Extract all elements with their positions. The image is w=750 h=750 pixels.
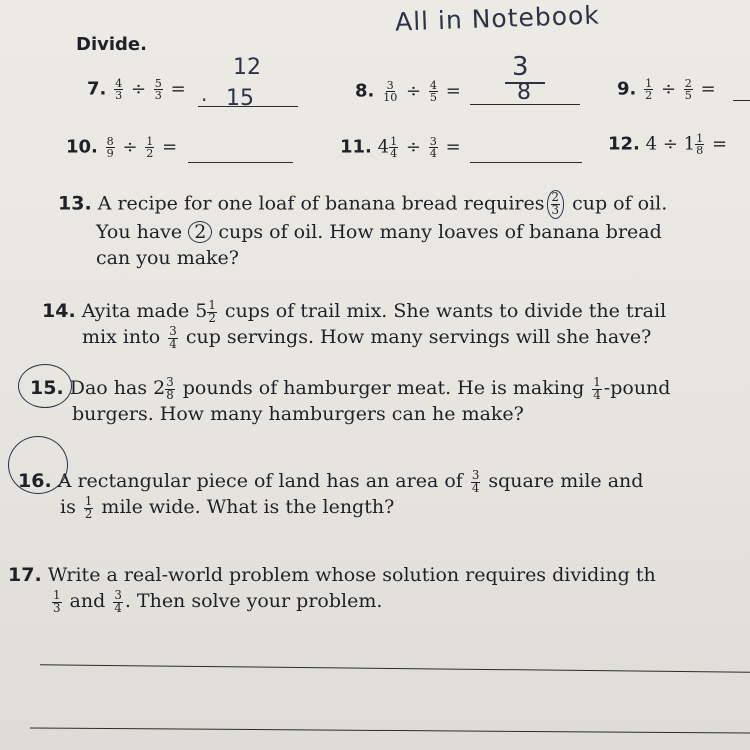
exercise-8 [355, 80, 461, 103]
problem-number: 17. [8, 564, 42, 586]
equals-sign: = [445, 80, 461, 102]
answer-line-7[interactable] [198, 106, 298, 107]
problem-text: You have [96, 220, 183, 243]
problem-line [42, 324, 666, 350]
answer-line-11[interactable] [470, 162, 582, 163]
problem-text: Ayita made 5 [81, 300, 208, 322]
exercise-9 [617, 78, 716, 101]
problem-text: cup servings. How many servings will she have? [185, 326, 652, 349]
fraction: $\frac{1}{4}$ [390, 135, 398, 161]
problem-number: 13. [58, 192, 92, 215]
problem-number: 14. [42, 300, 76, 322]
problem-13 [58, 190, 667, 271]
fraction: $\frac{1}{2}$ [84, 494, 93, 521]
problem-text: cups of trail mix. She wants to divide the trail [224, 300, 667, 322]
writing-line-2[interactable] [30, 727, 750, 733]
problem-text: burgers. How many hamburgers can he make? [72, 403, 524, 426]
problem-text: mile wide. What is the length? [101, 496, 395, 519]
problem-line [58, 219, 667, 245]
fraction: $\frac{1}{2}$ [208, 297, 216, 325]
exercise-number: 7. [87, 78, 107, 100]
exercise-number: 10. [66, 136, 98, 158]
answer-8-denominator: 8 [517, 80, 531, 105]
answer-7-numerator: 12 [233, 55, 261, 80]
exercise-number: 9. [617, 78, 637, 100]
problem-14 [42, 298, 666, 351]
fraction: $\frac{3}{4}$ [114, 587, 122, 615]
exercise-number: 11. [340, 136, 372, 158]
answer-line-9[interactable] [733, 100, 750, 101]
problem-17 [8, 562, 656, 614]
equals-sign: = [445, 136, 461, 158]
whole-number: 4 [645, 133, 658, 155]
divide-sign: ÷ [405, 136, 422, 158]
problem-16 [18, 468, 643, 521]
problem-text: is [60, 496, 76, 519]
fraction: $\frac{1}{2}$ [645, 77, 653, 103]
exercise-7 [87, 78, 186, 101]
equals-sign: = [162, 136, 178, 158]
fraction: $\frac{3}{8}$ [166, 374, 174, 402]
whole-number: 1 [683, 133, 696, 155]
problem-text: square mile and [488, 470, 644, 492]
problem-15 [30, 375, 670, 427]
divide-sign: ÷ [130, 78, 147, 100]
fraction: $\frac{1}{4}$ [593, 374, 601, 402]
exercise-12 [608, 133, 727, 156]
divide-sign: ÷ [406, 80, 422, 102]
problem-line [18, 468, 643, 494]
equals-sign: = [711, 133, 728, 155]
fraction: $\frac{1}{2}$ [146, 135, 154, 161]
problem-text: cups of oil. How many loaves of banana bread [218, 220, 662, 243]
divide-sign: ÷ [660, 78, 677, 100]
exercise-number: 8. [355, 80, 375, 102]
problem-line [42, 298, 666, 324]
divide-sign: ÷ [122, 136, 138, 158]
fraction: $\frac{2}{5}$ [684, 77, 692, 103]
problem-text: A rectangular piece of land has an area of [57, 470, 463, 492]
problem-text: and [69, 590, 106, 612]
exercise-number: 12. [608, 133, 640, 155]
whole-number: 4 [377, 136, 390, 158]
fraction: $\frac{3}{4}$ [169, 324, 177, 351]
problem-text: Dao has 2 [69, 377, 166, 399]
fraction: $\frac{3}{10}$ [383, 79, 398, 105]
problem-text: can you make? [96, 246, 239, 269]
problem-line [58, 190, 667, 219]
problem-text: A recipe for one loaf of banana bread requires [97, 192, 545, 215]
problem-line [30, 375, 670, 401]
problem-text: mix into [82, 326, 161, 349]
fraction: $\frac{4}{3}$ [115, 77, 123, 103]
problem-line [8, 562, 656, 588]
circled-fraction: $\frac{2}{3}$ [547, 190, 565, 219]
equals-sign: = [700, 78, 716, 100]
problem-number: 15. [30, 377, 64, 399]
circled-number: 2 [188, 221, 212, 243]
fraction: $\frac{4}{5}$ [429, 79, 437, 105]
problem-line [18, 494, 643, 520]
problem-line [30, 401, 670, 427]
problem-text: -pound [603, 377, 671, 399]
answer-line-8[interactable] [470, 104, 580, 105]
fraction: $\frac{1}{8}$ [696, 132, 704, 158]
problem-text: cup of oil. [572, 192, 668, 215]
problem-line [58, 245, 667, 271]
answer-7-denominator: 15 [226, 86, 254, 111]
exercise-11 [340, 136, 461, 159]
equals-sign: = [170, 78, 186, 100]
problem-text: . Then solve your problem. [124, 590, 383, 612]
fraction: $\frac{1}{3}$ [53, 587, 61, 615]
section-title: Divide. [76, 34, 147, 55]
problem-line [8, 588, 656, 614]
writing-line-1[interactable] [40, 664, 750, 672]
problem-text: Write a real-world problem whose solution requires dividing th [47, 564, 656, 586]
answer-8-numerator: 3 [512, 52, 529, 82]
answer-7-bar: . [201, 82, 208, 106]
fraction: $\frac{3}{4}$ [471, 467, 480, 495]
fraction: $\frac{3}{4}$ [429, 135, 437, 161]
divide-sign: ÷ [662, 133, 678, 155]
fraction: $\frac{8}{9}$ [106, 135, 114, 161]
exercise-10 [66, 136, 177, 159]
handwritten-note: All in Notebook [394, 0, 601, 37]
problem-number: 16. [18, 470, 52, 492]
answer-line-10[interactable] [188, 162, 293, 163]
problem-text: pounds of hamburger meat. He is making [182, 377, 585, 399]
fraction: $\frac{5}{3}$ [154, 77, 162, 103]
